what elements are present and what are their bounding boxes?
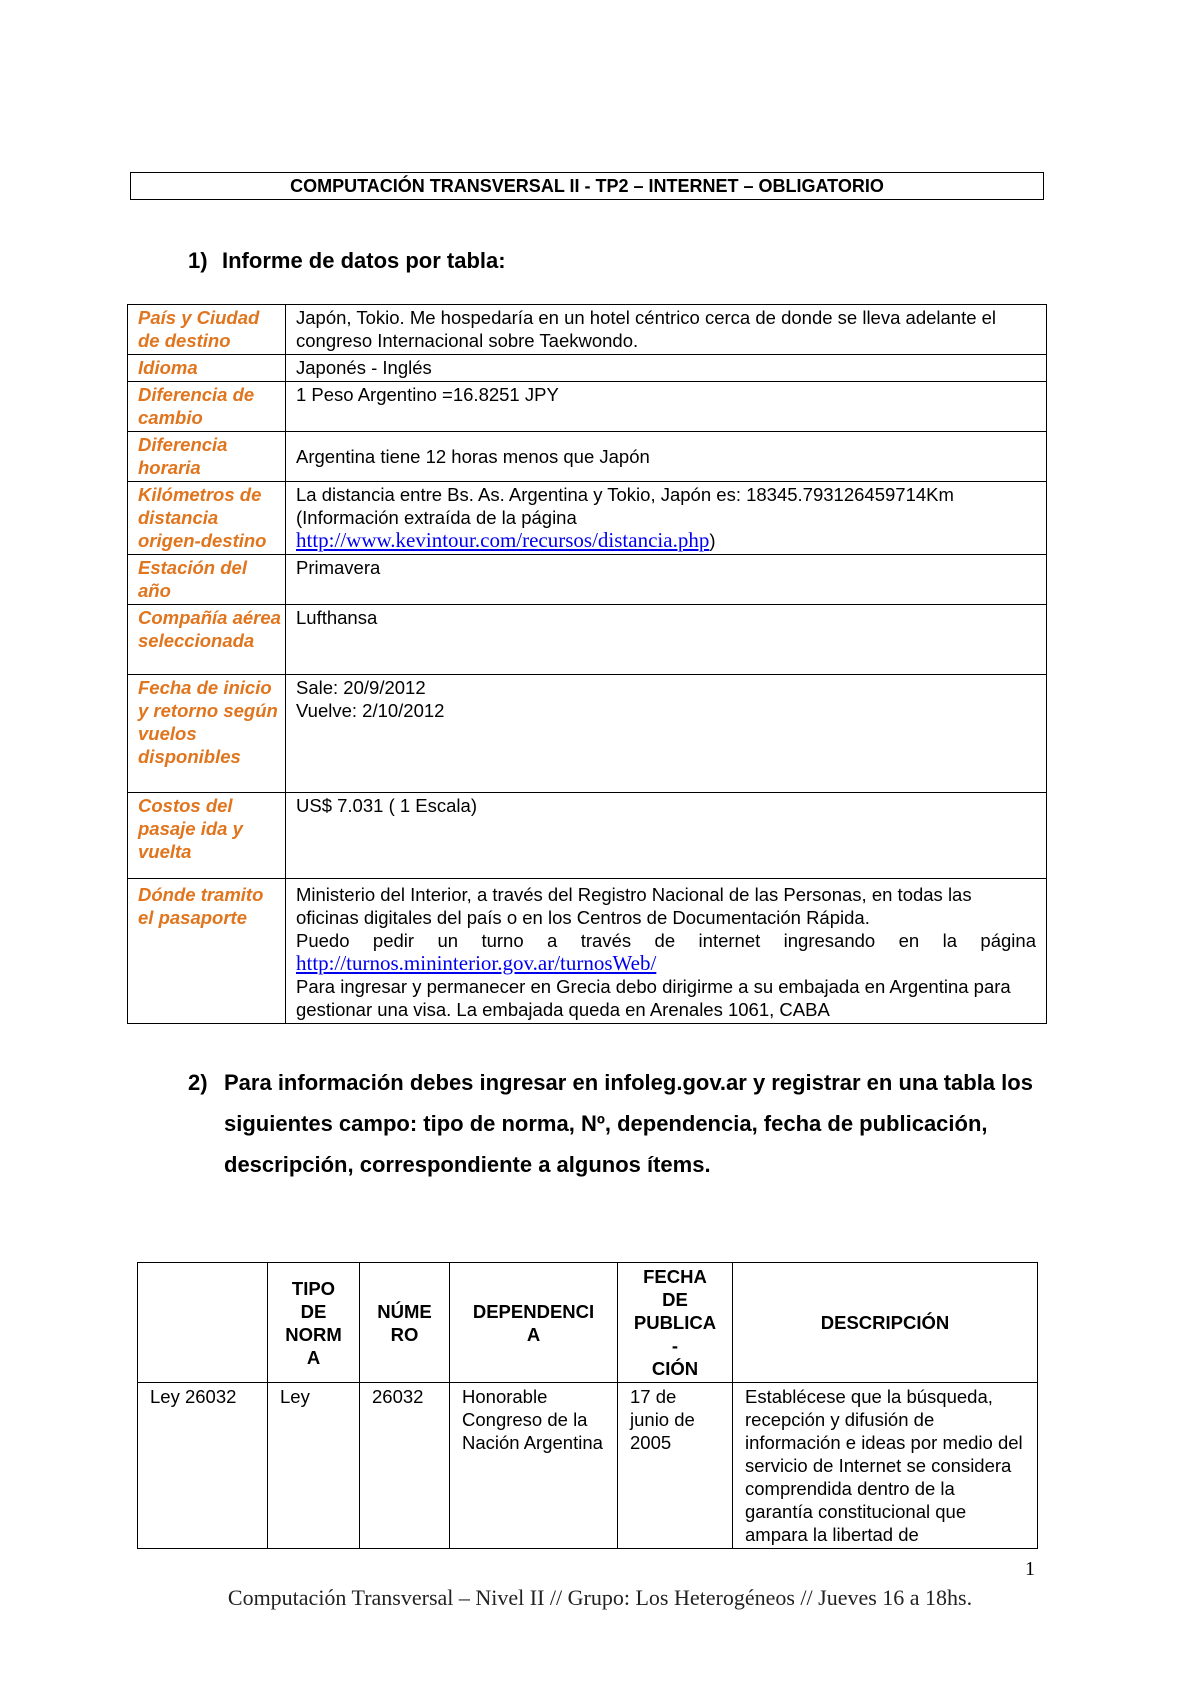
kevintour-link[interactable]: http://www.kevintour.com/recursos/distancia.php bbox=[296, 528, 710, 552]
row-value: Argentina tiene 12 horas menos que Japón bbox=[286, 432, 1047, 482]
section-1-heading bbox=[188, 248, 506, 274]
row-value: Primavera bbox=[286, 555, 1047, 605]
section-1-text: Informe de datos por tabla: bbox=[222, 248, 506, 273]
passport-office-text: Ministerio del Interior, a través del Registro Nacional de las Personas, en todas las oficinas digitales del país o en los Centros de Documentación Rápida. bbox=[296, 884, 972, 928]
section-1-number: 1) bbox=[188, 248, 208, 273]
table-header-row bbox=[138, 1263, 1038, 1383]
row-label: Dónde tramito el pasaporte bbox=[128, 879, 286, 1024]
row-label: Costos del pasaje ida y vuelta bbox=[128, 793, 286, 879]
table-row bbox=[128, 793, 1047, 879]
departure-date: Sale: 20/9/2012 bbox=[296, 677, 426, 698]
cell-fecha: 17 de junio de 2005 bbox=[618, 1383, 733, 1549]
row-label: Diferencia horaria bbox=[128, 432, 286, 482]
page-number: 1 bbox=[1025, 1558, 1035, 1580]
norms-table bbox=[137, 1262, 1038, 1549]
table-row bbox=[138, 1383, 1038, 1549]
travel-data-table bbox=[127, 304, 1047, 1024]
table-row bbox=[128, 555, 1047, 605]
table-row bbox=[128, 305, 1047, 355]
cell-dependencia: Honorable Congreso de la Nación Argentina bbox=[450, 1383, 618, 1549]
table-row bbox=[128, 879, 1047, 1024]
cell-tipo: Ley bbox=[268, 1383, 360, 1549]
row-label: Kilómetros de distancia origen-destino bbox=[128, 482, 286, 555]
table-row bbox=[128, 482, 1047, 555]
section-2-text: Para información debes ingresar en infoleg.gov.ar y registrar en una tabla los siguientes campo: tipo de norma, Nº, dependencia, fecha de publicación, descripción, correspondiente a algunos ítems. bbox=[224, 1070, 1033, 1177]
section-2-heading bbox=[188, 1062, 1038, 1185]
header-descripcion: DESCRIPCIÓN bbox=[733, 1263, 1038, 1383]
cell-numero: 26032 bbox=[360, 1383, 450, 1549]
distance-text: La distancia entre Bs. As. Argentina y Tokio, Japón es: 18345.793126459714Km bbox=[296, 484, 954, 505]
table-row bbox=[128, 675, 1047, 793]
row-value: 1 Peso Argentino =16.8251 JPY bbox=[286, 382, 1047, 432]
header-dependencia: DEPENDENCI A bbox=[450, 1263, 618, 1383]
row-label: Estación del año bbox=[128, 555, 286, 605]
row-label: País y Ciudad de destino bbox=[128, 305, 286, 355]
turnos-link[interactable]: http://turnos.mininterior.gov.ar/turnosWeb/ bbox=[296, 951, 657, 975]
row-label: Compañía aérea seleccionada bbox=[128, 605, 286, 675]
return-date: Vuelve: 2/10/2012 bbox=[296, 700, 445, 721]
row-value bbox=[286, 482, 1047, 555]
source-link-line bbox=[296, 529, 1036, 552]
table-row bbox=[128, 432, 1047, 482]
row-label: Diferencia de cambio bbox=[128, 382, 286, 432]
row-value bbox=[286, 675, 1047, 793]
cell-descripcion: Establécese que la búsqueda, recepción y difusión de información e ideas por medio del servicio de Internet se considera comprendida dentro de la garantía constitucional que ampara la libertad de bbox=[733, 1383, 1038, 1549]
closing-paren: ) bbox=[709, 530, 716, 551]
header-cell-empty bbox=[138, 1263, 268, 1383]
table-row bbox=[128, 605, 1047, 675]
section-2-number: 2) bbox=[188, 1070, 208, 1095]
row-value: Japonés - Inglés bbox=[286, 355, 1047, 382]
header-numero: NÚME RO bbox=[360, 1263, 450, 1383]
row-value: US$ 7.031 ( 1 Escala) bbox=[286, 793, 1047, 879]
cell-norma: Ley 26032 bbox=[138, 1383, 268, 1549]
row-value: Lufthansa bbox=[286, 605, 1047, 675]
page-footer: Computación Transversal – Nivel II // Grupo: Los Heterogéneos // Jueves 16 a 18hs. bbox=[227, 1585, 973, 1610]
header-tipo-de-norma: TIPO DE NORM A bbox=[268, 1263, 360, 1383]
header-fecha-publicacion: FECHA DE PUBLICA - CIÓN bbox=[618, 1263, 733, 1383]
table-row bbox=[128, 355, 1047, 382]
row-value: Japón, Tokio. Me hospedaría en un hotel céntrico cerca de donde se lleva adelante el congreso Internacional sobre Taekwondo. bbox=[286, 305, 1047, 355]
turno-text: Puedo pedir un turno a través de internet ingresando en la página bbox=[296, 930, 1036, 951]
source-text: (Información extraída de la página bbox=[296, 507, 577, 528]
turnos-link-line bbox=[296, 952, 1036, 975]
row-label: Fecha de inicio y retorno según vuelos disponibles bbox=[128, 675, 286, 793]
row-label: Idioma bbox=[128, 355, 286, 382]
visa-text: Para ingresar y permanecer en Grecia debo dirigirme a su embajada en Argentina para gestionar una visa. La embajada queda en Arenales 1061, CABA bbox=[296, 976, 1011, 1020]
row-value bbox=[286, 879, 1047, 1024]
document-title: COMPUTACIÓN TRANSVERSAL II - TP2 – INTERNET – OBLIGATORIO bbox=[130, 172, 1044, 200]
table-row bbox=[128, 382, 1047, 432]
